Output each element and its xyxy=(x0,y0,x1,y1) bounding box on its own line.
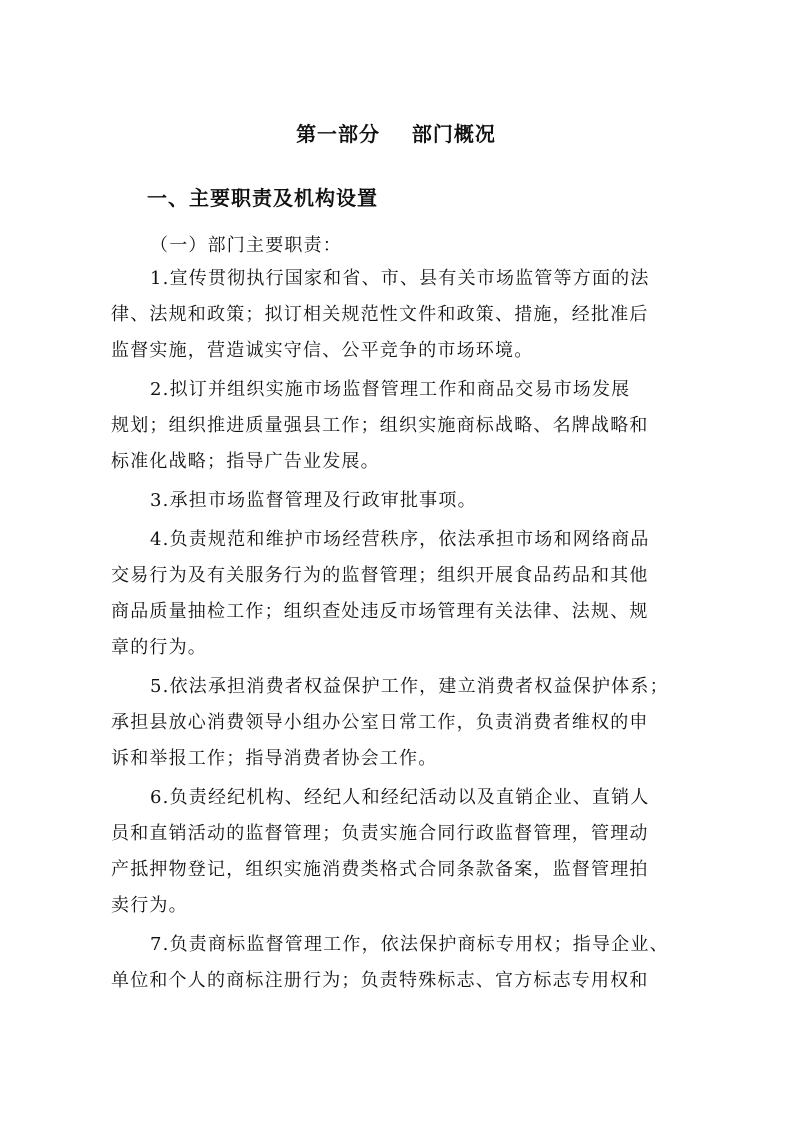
paragraph-line: 交易行为及有关服务行为的监督管理；组织开展食品药品和其他 xyxy=(111,565,649,586)
page-title: 第一部分 部门概况 xyxy=(296,122,496,146)
section-heading: 一、主要职责及机构设置 xyxy=(147,186,378,210)
paragraph-line: 5.依法承担消费者权益保护工作，建立消费者权益保护体系； xyxy=(150,676,669,697)
paragraph-line: 员和直销活动的监督管理；负责实施合同行政监督管理，管理动 xyxy=(111,823,649,844)
paragraph-line: 规划；组织推进质量强县工作；组织实施商标战略、名牌战略和 xyxy=(111,415,649,436)
paragraph-line: 卖行为。 xyxy=(111,895,188,916)
paragraph-line: 单位和个人的商标注册行为；负责特殊标志、官方标志专用权和 xyxy=(111,970,649,991)
paragraph-line: 2.拟订并组织实施市场监督管理工作和商品交易市场发展 xyxy=(150,379,631,400)
paragraph-line: 6.负责经纪机构、经纪人和经纪活动以及直销企业、直销人 xyxy=(150,787,650,808)
paragraph-line: 商品质量抽检工作；组织查处违反市场管理有关法律、法规、规 xyxy=(111,601,649,622)
paragraph-line: 诉和举报工作；指导消费者协会工作。 xyxy=(111,748,438,769)
paragraph-line: 章的行为。 xyxy=(111,637,207,658)
paragraph-line: 3.承担市场监督管理及行政审批事项。 xyxy=(150,490,477,511)
paragraph-line: 产抵押物登记，组织实施消费类格式合同条款备案，监督管理拍 xyxy=(111,859,649,880)
paragraph-line: 监督实施，营造诚实守信、公平竞争的市场环境。 xyxy=(111,340,534,361)
paragraph-line: 1.宣传贯彻执行国家和省、市、县有关市场监管等方面的法 xyxy=(150,268,650,289)
paragraph-line: 承担县放心消费领导小组办公室日常工作，负责消费者维权的申 xyxy=(111,712,649,733)
paragraph-line: 标准化战略；指导广告业发展。 xyxy=(111,451,380,472)
paragraph-line: 4.负责规范和维护市场经营秩序，依法承担市场和网络商品 xyxy=(150,529,650,550)
paragraph-line: 7.负责商标监督管理工作，依法保护商标专用权；指导企业、 xyxy=(150,934,669,955)
paragraph-line: 律、法规和政策；拟订相关规范性文件和政策、措施，经批准后 xyxy=(111,304,649,325)
subheading: （一）部门主要职责： xyxy=(150,235,342,256)
